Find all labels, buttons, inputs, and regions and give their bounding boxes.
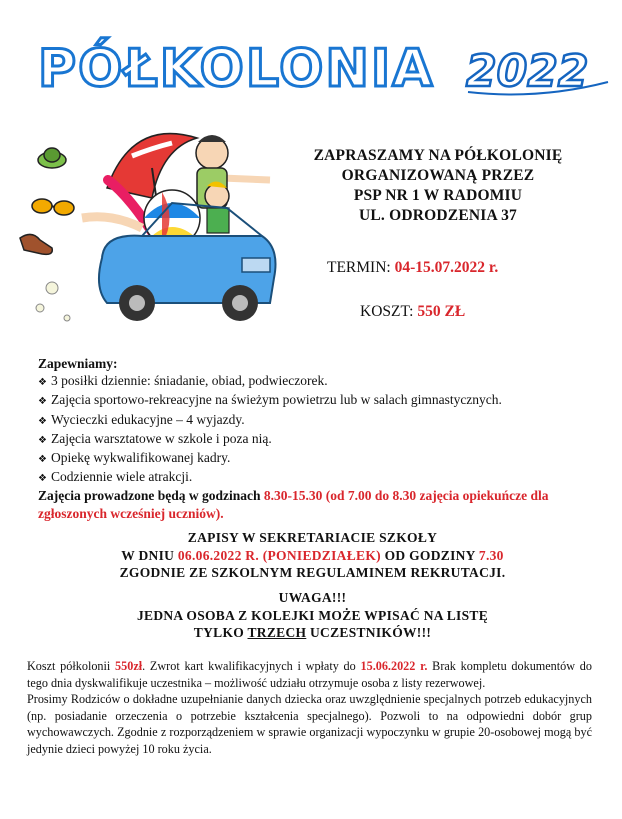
offer-heading: Zapewniamy: [38, 356, 118, 371]
info-section [27, 658, 592, 757]
info-paragraph: Prosimy Rodziców o dokładne uzupełnianie danych dziecka oraz uwzględnienie specjalnych potrzeb edukacyjnych (np. posiadanie orzeczenia o potrzebie kształcenia specjalnego). Pozwoli to na odpowiedni dobór grup wychowawczych. Zgodnie z rozporządzeniem w sprawie organizacji wypoczynku w grupie 20-osobowej mogą być jedynie dzieci powyżej 10 roku życia. [27, 692, 592, 756]
hours-line [38, 487, 598, 521]
invitation-heading [283, 146, 593, 226]
list-item: ❖ 3 posiłki dziennie: śniadanie, obiad, podwieczorek. [38, 372, 598, 391]
warning-notice [40, 589, 585, 642]
warning-emphasis: TRZECH [247, 625, 307, 640]
list-item: ❖ Wycieczki edukacyjne – 4 wyjazdy. [38, 411, 598, 430]
warning-line: TYLKO TRZECH UCZESTNIKÓW!!! [193, 625, 432, 640]
list-item: ❖ Opiekę wykwalifikowanej kadry. [38, 449, 598, 468]
term-line [327, 259, 498, 277]
info-deadline: 15.06.2022 r. [360, 659, 428, 673]
invite-line: ZAPRASZAMY NA PÓŁKOLONIĘ [313, 147, 563, 164]
list-item: ❖ Zajęcia warsztatowe w szkole i poza nią. [38, 430, 598, 449]
registration-notice [40, 529, 585, 582]
term-value: 04-15.07.2022 r. [394, 259, 499, 276]
offer-section [38, 355, 598, 522]
list-item: ❖ Codziennie wiele atrakcji. [38, 468, 598, 487]
invite-line: PSP NR 1 W RADOMIU [353, 187, 523, 204]
term-label: TERMIN: [327, 259, 395, 276]
registration-date: 06.06.2022 R. (PONIEDZIAŁEK) [177, 547, 381, 563]
hat-icon [38, 148, 66, 168]
shoe-icon [20, 234, 52, 254]
invite-line: ORGANIZOWANĄ PRZEZ [341, 167, 535, 184]
sunglasses-icon [32, 199, 74, 215]
list-item: ❖ Zajęcia sportowo-rekreacyjne na świeżym powietrzu lub w salach gimnastycznych. [38, 391, 598, 410]
info-paragraph: Koszt półkolonii 550zł. Zwrot kart kwalifikacyjnych i wpłaty do 15.06.2022 r. Brak kompletu dokumentów do tego dnia dyskwalifikuje uczestnika – możliwość udziału otrzymuje osoba z listy rezerwowej. [27, 659, 592, 690]
warning-title: UWAGA!!! [278, 590, 347, 605]
registration-line: ZGODNIE ZE SZKOLNYM REGULAMINEM REKRUTACJI. [119, 565, 506, 580]
poster-title [38, 30, 613, 100]
hours-prefix: Zajęcia prowadzone będą w godzinach [38, 488, 264, 504]
cost-value: 550 ZŁ [417, 303, 466, 320]
info-price: 550zł [115, 659, 143, 673]
title-lettering [38, 30, 613, 100]
warning-line: JEDNA OSOBA Z KOLEJKI MOŻE WPISAĆ NA LISTĘ [136, 607, 489, 623]
title-word: PÓŁKOLONIA [38, 39, 435, 99]
offer-list [38, 372, 598, 487]
cost-line [360, 303, 465, 321]
registration-line: W DNIU 06.06.2022 R. (PONIEDZIAŁEK) OD GODZINY 7.30 [121, 547, 504, 563]
cost-label: KOSZT: [360, 303, 418, 320]
registration-time: 7.30 [478, 547, 504, 563]
invite-line: UL. ODRODZENIA 37 [359, 207, 517, 224]
hours-value: 8.30-15.30 (od 7.00 do 8.30 zajęcia opiekuńcze dla zgłoszonych wcześniej uczniów). [38, 488, 549, 521]
title-year: 2022 [466, 46, 589, 97]
car-clipart-icon [12, 108, 282, 333]
registration-line: ZAPISY W SEKRETARIACIE SZKOŁY [187, 530, 438, 545]
